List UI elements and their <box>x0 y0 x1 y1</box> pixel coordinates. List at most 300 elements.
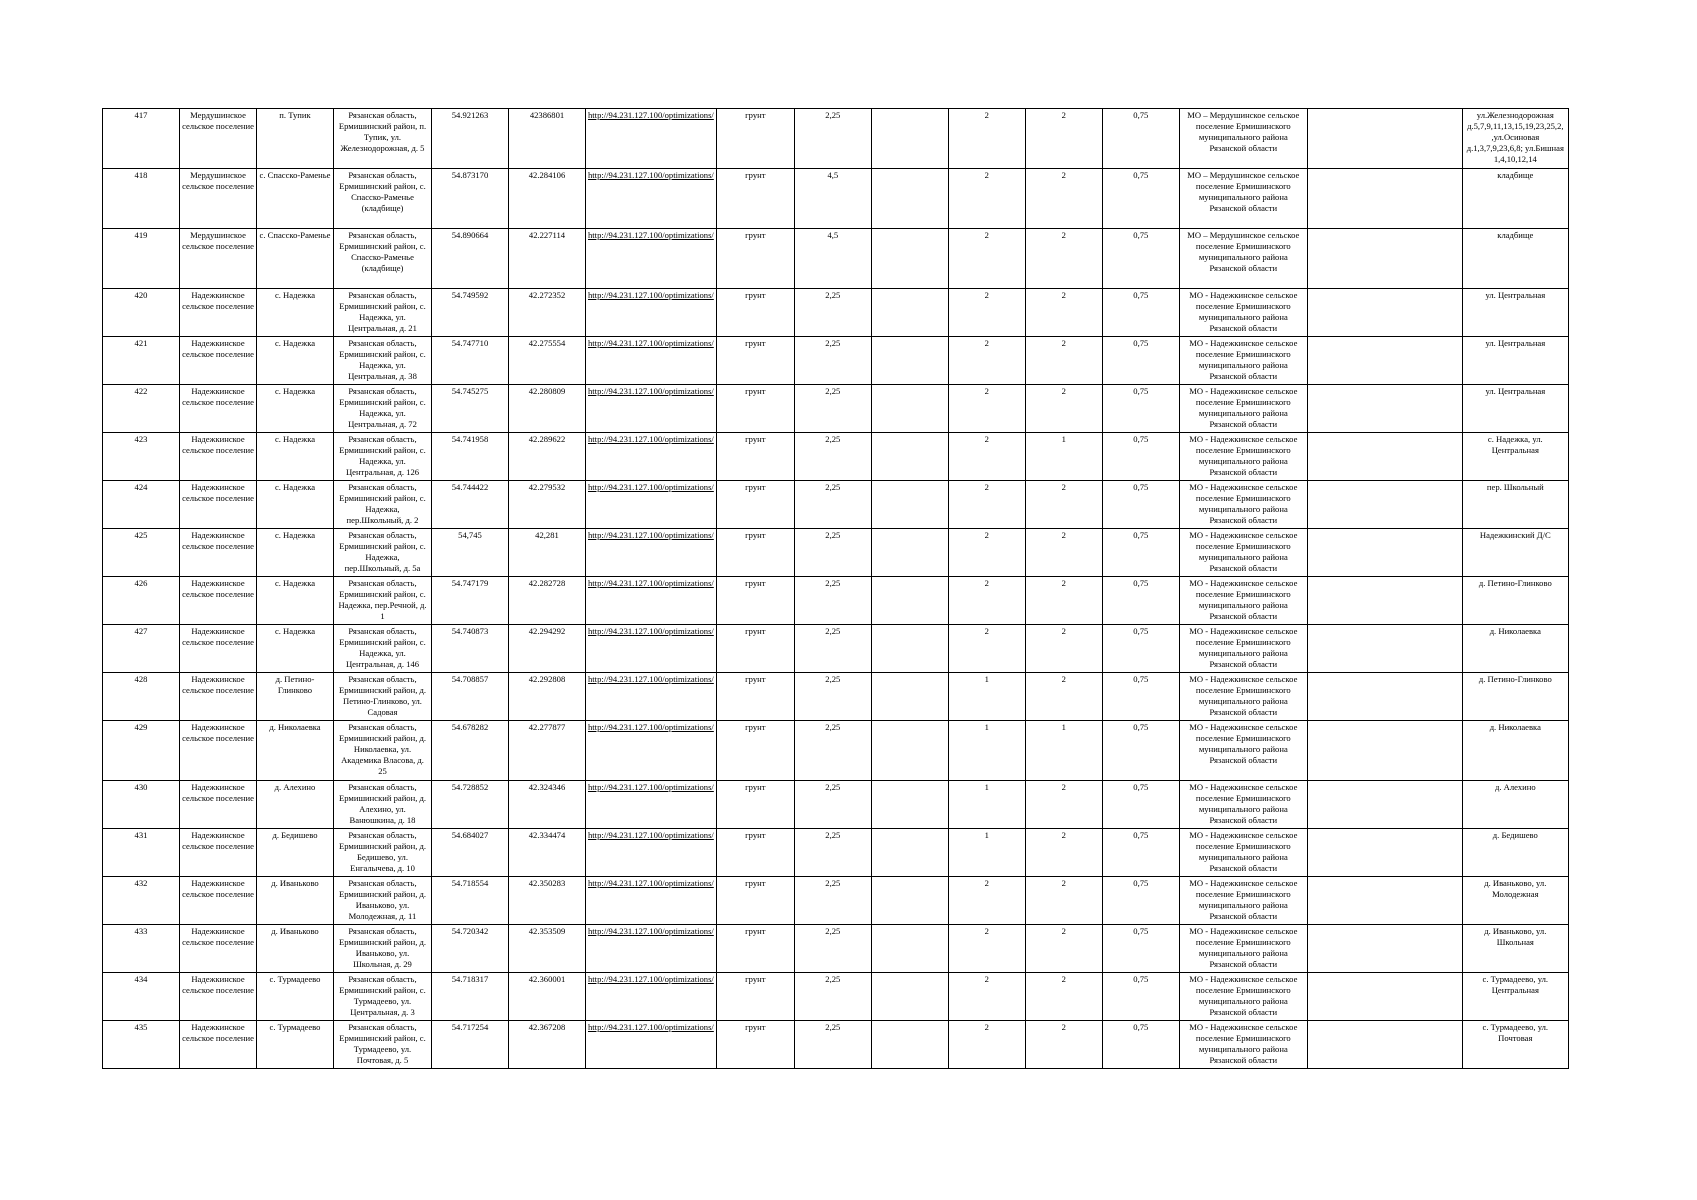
empty-cell <box>1307 481 1462 529</box>
owner-cell: МО - Надежкинское сельское поселение Ермишинского муниципального района Рязанской области <box>1179 289 1307 337</box>
settlement-cell: Надежкинское сельское поселение <box>180 973 257 1021</box>
count-cell-a: 2 <box>948 109 1025 169</box>
served-objects-cell: д. Петино-Глинково <box>1462 673 1568 721</box>
served-objects-cell: д. Алехино <box>1462 781 1568 829</box>
settlement-cell: Надежкинское сельское поселение <box>180 337 257 385</box>
settlement-cell: Надежкинское сельское поселение <box>180 1021 257 1069</box>
address-cell: Рязанская область, Ермишинский район, д. Иваньково, ул. Молодежная, д. 11 <box>334 877 432 925</box>
count-cell-a: 2 <box>948 577 1025 625</box>
owner-cell: МО - Надежкинское сельское поселение Ермишинского муниципального района Рязанской области <box>1179 385 1307 433</box>
area-cell: 2,25 <box>794 721 871 781</box>
empty-cell <box>1307 433 1462 481</box>
area-cell: 2,25 <box>794 481 871 529</box>
count-cell-b: 2 <box>1025 625 1102 673</box>
map-link[interactable]: http://94.231.127.100/optimizations/ <box>586 829 717 877</box>
count-cell-a: 2 <box>948 1021 1025 1069</box>
settlement-cell: Надежкинское сельское поселение <box>180 877 257 925</box>
owner-cell: МО - Надежкинское сельское поселение Ермишинского муниципального района Рязанской области <box>1179 673 1307 721</box>
volume-cell: 0,75 <box>1102 433 1179 481</box>
count-cell-b: 2 <box>1025 781 1102 829</box>
longitude-cell: 42.280809 <box>509 385 586 433</box>
served-objects-cell: ул. Центральная <box>1462 289 1568 337</box>
empty-cell <box>1307 829 1462 877</box>
address-cell: Рязанская область, Ермишинский район, с. Турмадеево, ул. Центральная, д. 3 <box>334 973 432 1021</box>
locality-cell: д. Петино-Глинково <box>257 673 334 721</box>
volume-cell: 0,75 <box>1102 721 1179 781</box>
count-cell-a: 1 <box>948 781 1025 829</box>
count-cell-a: 2 <box>948 877 1025 925</box>
owner-cell: МО - Надежкинское сельское поселение Ермишинского муниципального района Рязанской области <box>1179 925 1307 973</box>
count-cell-b: 2 <box>1025 673 1102 721</box>
longitude-cell: 42.289622 <box>509 433 586 481</box>
table-row <box>103 925 1569 973</box>
row-number: 435 <box>103 1021 180 1069</box>
owner-cell: МО – Мердушинское сельское поселение Ермишинского муниципального района Рязанской области <box>1179 109 1307 169</box>
latitude-cell: 54.921263 <box>432 109 509 169</box>
served-objects-cell: д. Иваньково, ул. Школьная <box>1462 925 1568 973</box>
locality-cell: п. Тупик <box>257 109 334 169</box>
area-cell: 4,5 <box>794 229 871 289</box>
area-cell: 2,25 <box>794 781 871 829</box>
volume-cell: 0,75 <box>1102 289 1179 337</box>
served-objects-cell: д. Николаевка <box>1462 625 1568 673</box>
latitude-cell: 54.717254 <box>432 1021 509 1069</box>
empty-cell <box>871 529 948 577</box>
latitude-cell: 54.728852 <box>432 781 509 829</box>
locality-cell: с. Надежка <box>257 625 334 673</box>
surface-cell: грунт <box>716 973 794 1021</box>
count-cell-b: 2 <box>1025 973 1102 1021</box>
owner-cell: МО - Надежкинское сельское поселение Ермишинского муниципального района Рязанской области <box>1179 481 1307 529</box>
longitude-cell: 42.360001 <box>509 973 586 1021</box>
count-cell-b: 2 <box>1025 337 1102 385</box>
count-cell-b: 1 <box>1025 433 1102 481</box>
surface-cell: грунт <box>716 109 794 169</box>
served-objects-cell: ул. Центральная <box>1462 337 1568 385</box>
empty-cell <box>1307 529 1462 577</box>
empty-cell <box>871 973 948 1021</box>
surface-cell: грунт <box>716 385 794 433</box>
map-link[interactable]: http://94.231.127.100/optimizations/ <box>586 973 717 1021</box>
address-cell: Рязанская область, Ермишинский район, с. Надежка, пер.Речной, д. 1 <box>334 577 432 625</box>
address-cell: Рязанская область, Ермишинский район, д. Николаевка, ул. Академика Власова, д. 25 <box>334 721 432 781</box>
address-cell: Рязанская область, Ермишинский район, д. Иваньково, ул. Школьная, д. 29 <box>334 925 432 973</box>
volume-cell: 0,75 <box>1102 577 1179 625</box>
address-cell: Рязанская область, Ермишинский район, п. Тупик, ул. Железнодорожная, д. 5 <box>334 109 432 169</box>
longitude-cell: 42.279532 <box>509 481 586 529</box>
empty-cell <box>871 925 948 973</box>
address-cell: Рязанская область, Ермишинский район, с. Спасско-Раменье (кладбище) <box>334 169 432 229</box>
row-number: 420 <box>103 289 180 337</box>
count-cell-b: 2 <box>1025 925 1102 973</box>
empty-cell <box>1307 877 1462 925</box>
area-cell: 2,25 <box>794 529 871 577</box>
table-row <box>103 577 1569 625</box>
empty-cell <box>1307 289 1462 337</box>
latitude-cell: 54.740873 <box>432 625 509 673</box>
address-cell: Рязанская область, Ермишинский район, с. Надежка, ул. Центральная, д. 21 <box>334 289 432 337</box>
count-cell-b: 2 <box>1025 385 1102 433</box>
settlement-cell: Мердушинское сельское поселение <box>180 109 257 169</box>
surface-cell: грунт <box>716 577 794 625</box>
served-objects-cell: ул.Железнодорожная д.5,7,9,11,13,15,19,23,25,2, ,ул.Осиновая д.1,3,7,9,23,6,8; ул.Бишная 1,4,10,12,14 <box>1462 109 1568 169</box>
map-link[interactable]: http://94.231.127.100/optimizations/ <box>586 721 717 781</box>
empty-cell <box>871 721 948 781</box>
owner-cell: МО - Надежкинское сельское поселение Ермишинского муниципального района Рязанской области <box>1179 433 1307 481</box>
latitude-cell: 54.744422 <box>432 481 509 529</box>
empty-cell <box>871 829 948 877</box>
latitude-cell: 54,745 <box>432 529 509 577</box>
empty-cell <box>1307 169 1462 229</box>
surface-cell: грунт <box>716 625 794 673</box>
empty-cell <box>871 433 948 481</box>
surface-cell: грунт <box>716 721 794 781</box>
map-link[interactable]: http://94.231.127.100/optimizations/ <box>586 1021 717 1069</box>
owner-cell: МО - Надежкинское сельское поселение Ермишинского муниципального района Рязанской области <box>1179 1021 1307 1069</box>
locality-cell: с. Надежка <box>257 481 334 529</box>
count-cell-b: 2 <box>1025 1021 1102 1069</box>
count-cell-a: 1 <box>948 673 1025 721</box>
volume-cell: 0,75 <box>1102 1021 1179 1069</box>
surface-cell: грунт <box>716 481 794 529</box>
address-cell: Рязанская область, Ермишинский район, с. Надежка, пер.Школьный, д. 5а <box>334 529 432 577</box>
map-link[interactable]: http://94.231.127.100/optimizations/ <box>586 673 717 721</box>
table-row <box>103 625 1569 673</box>
table-row <box>103 337 1569 385</box>
surface-cell: грунт <box>716 1021 794 1069</box>
latitude-cell: 54.684027 <box>432 829 509 877</box>
empty-cell <box>871 877 948 925</box>
surface-cell: грунт <box>716 781 794 829</box>
owner-cell: МО - Надежкинское сельское поселение Ермишинского муниципального района Рязанской области <box>1179 625 1307 673</box>
longitude-cell: 42.324346 <box>509 781 586 829</box>
settlement-cell: Мердушинское сельское поселение <box>180 169 257 229</box>
address-cell: Рязанская область, Ермишинский район, д. Алехино, ул. Ванюшкина, д. 18 <box>334 781 432 829</box>
row-number: 427 <box>103 625 180 673</box>
count-cell-b: 2 <box>1025 169 1102 229</box>
surface-cell: грунт <box>716 877 794 925</box>
settlement-cell: Надежкинское сельское поселение <box>180 673 257 721</box>
settlement-cell: Надежкинское сельское поселение <box>180 289 257 337</box>
served-objects-cell: д. Бедишево <box>1462 829 1568 877</box>
table-row <box>103 385 1569 433</box>
surface-cell: грунт <box>716 673 794 721</box>
map-link[interactable]: http://94.231.127.100/optimizations/ <box>586 385 717 433</box>
table-row <box>103 229 1569 289</box>
locality-cell: с. Надежка <box>257 577 334 625</box>
surface-cell: грунт <box>716 289 794 337</box>
area-cell: 2,25 <box>794 973 871 1021</box>
settlement-cell: Надежкинское сельское поселение <box>180 925 257 973</box>
count-cell-b: 1 <box>1025 721 1102 781</box>
area-cell: 2,25 <box>794 577 871 625</box>
served-objects-cell: д. Иваньково, ул. Молодежная <box>1462 877 1568 925</box>
settlement-cell: Надежкинское сельское поселение <box>180 433 257 481</box>
latitude-cell: 54.678282 <box>432 721 509 781</box>
row-number: 423 <box>103 433 180 481</box>
empty-cell <box>1307 385 1462 433</box>
area-cell: 2,25 <box>794 337 871 385</box>
locality-cell: д. Алехино <box>257 781 334 829</box>
locality-cell: д. Николаевка <box>257 721 334 781</box>
empty-cell <box>1307 721 1462 781</box>
owner-cell: МО - Надежкинское сельское поселение Ермишинского муниципального района Рязанской области <box>1179 337 1307 385</box>
owner-cell: МО - Надежкинское сельское поселение Ермишинского муниципального района Рязанской области <box>1179 877 1307 925</box>
row-number: 417 <box>103 109 180 169</box>
volume-cell: 0,75 <box>1102 337 1179 385</box>
row-number: 424 <box>103 481 180 529</box>
address-cell: Рязанская область, Ермишинский район, д. Бедишево, ул. Енгалычева, д. 10 <box>334 829 432 877</box>
empty-cell <box>871 289 948 337</box>
served-objects-cell: пер. Школьный <box>1462 481 1568 529</box>
map-link[interactable]: http://94.231.127.100/optimizations/ <box>586 529 717 577</box>
map-link[interactable]: http://94.231.127.100/optimizations/ <box>586 877 717 925</box>
count-cell-a: 1 <box>948 829 1025 877</box>
served-objects-cell: кладбище <box>1462 229 1568 289</box>
map-link[interactable]: http://94.231.127.100/optimizations/ <box>586 433 717 481</box>
count-cell-a: 2 <box>948 289 1025 337</box>
longitude-cell: 42.353509 <box>509 925 586 973</box>
locality-cell: д. Бедишево <box>257 829 334 877</box>
surface-cell: грунт <box>716 229 794 289</box>
latitude-cell: 54.720342 <box>432 925 509 973</box>
volume-cell: 0,75 <box>1102 829 1179 877</box>
registry-table <box>102 108 1569 1069</box>
row-number: 433 <box>103 925 180 973</box>
address-cell: Рязанская область, Ермишинский район, с. Надежка, ул. Центральная, д. 146 <box>334 625 432 673</box>
count-cell-a: 2 <box>948 529 1025 577</box>
served-objects-cell: ул. Центральная <box>1462 385 1568 433</box>
served-objects-cell: с. Турмадеево, ул. Центральная <box>1462 973 1568 1021</box>
locality-cell: с. Турмадеево <box>257 973 334 1021</box>
row-number: 429 <box>103 721 180 781</box>
longitude-cell: 42.282728 <box>509 577 586 625</box>
surface-cell: грунт <box>716 529 794 577</box>
area-cell: 2,25 <box>794 289 871 337</box>
settlement-cell: Надежкинское сельское поселение <box>180 529 257 577</box>
area-cell: 2,25 <box>794 925 871 973</box>
empty-cell <box>1307 1021 1462 1069</box>
empty-cell <box>1307 925 1462 973</box>
table-row <box>103 673 1569 721</box>
address-cell: Рязанская область, Ермишинский район, с. Надежка, ул. Центральная, д. 38 <box>334 337 432 385</box>
table-row <box>103 973 1569 1021</box>
owner-cell: МО - Надежкинское сельское поселение Ермишинского муниципального района Рязанской области <box>1179 973 1307 1021</box>
served-objects-cell: д. Петино-Глинково <box>1462 577 1568 625</box>
owner-cell: МО – Мердушинское сельское поселение Ермишинского муниципального района Рязанской области <box>1179 169 1307 229</box>
locality-cell: с. Надежка <box>257 289 334 337</box>
table-row <box>103 433 1569 481</box>
address-cell: Рязанская область, Ермишинский район, с. Спасско-Раменье (кладбище) <box>334 229 432 289</box>
locality-cell: с. Надежка <box>257 337 334 385</box>
longitude-cell: 42.275554 <box>509 337 586 385</box>
map-link[interactable]: http://94.231.127.100/optimizations/ <box>586 577 717 625</box>
latitude-cell: 54.890664 <box>432 229 509 289</box>
empty-cell <box>871 625 948 673</box>
empty-cell <box>1307 973 1462 1021</box>
owner-cell: МО - Надежкинское сельское поселение Ермишинского муниципального района Рязанской области <box>1179 721 1307 781</box>
address-cell: Рязанская область, Ермишинский район, с. Надежка, пер.Школьный, д. 2 <box>334 481 432 529</box>
longitude-cell: 42.272352 <box>509 289 586 337</box>
settlement-cell: Надежкинское сельское поселение <box>180 781 257 829</box>
count-cell-a: 2 <box>948 481 1025 529</box>
count-cell-b: 2 <box>1025 529 1102 577</box>
empty-cell <box>1307 781 1462 829</box>
table-row <box>103 877 1569 925</box>
empty-cell <box>871 1021 948 1069</box>
longitude-cell: 42386801 <box>509 109 586 169</box>
count-cell-b: 2 <box>1025 109 1102 169</box>
map-link[interactable]: http://94.231.127.100/optimizations/ <box>586 169 717 229</box>
locality-cell: с. Спасско-Раменье <box>257 169 334 229</box>
map-link[interactable]: http://94.231.127.100/optimizations/ <box>586 481 717 529</box>
area-cell: 2,25 <box>794 829 871 877</box>
address-cell: Рязанская область, Ермишинский район, д. Петино-Глинково, ул. Садовая <box>334 673 432 721</box>
count-cell-a: 2 <box>948 433 1025 481</box>
count-cell-a: 2 <box>948 169 1025 229</box>
longitude-cell: 42.350283 <box>509 877 586 925</box>
surface-cell: грунт <box>716 829 794 877</box>
table-row <box>103 109 1569 169</box>
table-row <box>103 721 1569 781</box>
table-row <box>103 481 1569 529</box>
count-cell-b: 2 <box>1025 877 1102 925</box>
served-objects-cell: с. Турмадеево, ул. Почтовая <box>1462 1021 1568 1069</box>
volume-cell: 0,75 <box>1102 229 1179 289</box>
count-cell-a: 2 <box>948 973 1025 1021</box>
volume-cell: 0,75 <box>1102 109 1179 169</box>
count-cell-b: 2 <box>1025 577 1102 625</box>
surface-cell: грунт <box>716 169 794 229</box>
latitude-cell: 54.745275 <box>432 385 509 433</box>
empty-cell <box>871 481 948 529</box>
area-cell: 2,25 <box>794 1021 871 1069</box>
empty-cell <box>1307 673 1462 721</box>
count-cell-a: 2 <box>948 337 1025 385</box>
count-cell-a: 2 <box>948 229 1025 289</box>
map-link[interactable]: http://94.231.127.100/optimizations/ <box>586 109 717 169</box>
address-cell: Рязанская область, Ермишинский район, с. Надежка, ул. Центральная, д. 72 <box>334 385 432 433</box>
longitude-cell: 42,281 <box>509 529 586 577</box>
served-objects-cell: с. Надежка, ул. Центральная <box>1462 433 1568 481</box>
surface-cell: грунт <box>716 433 794 481</box>
settlement-cell: Надежкинское сельское поселение <box>180 577 257 625</box>
empty-cell <box>871 385 948 433</box>
map-link[interactable]: http://94.231.127.100/optimizations/ <box>586 337 717 385</box>
owner-cell: МО - Надежкинское сельское поселение Ермишинского муниципального района Рязанской области <box>1179 829 1307 877</box>
map-link[interactable]: http://94.231.127.100/optimizations/ <box>586 229 717 289</box>
volume-cell: 0,75 <box>1102 781 1179 829</box>
volume-cell: 0,75 <box>1102 625 1179 673</box>
row-number: 432 <box>103 877 180 925</box>
area-cell: 2,25 <box>794 877 871 925</box>
volume-cell: 0,75 <box>1102 973 1179 1021</box>
volume-cell: 0,75 <box>1102 925 1179 973</box>
volume-cell: 0,75 <box>1102 481 1179 529</box>
owner-cell: МО - Надежкинское сельское поселение Ермишинского муниципального района Рязанской области <box>1179 781 1307 829</box>
served-objects-cell: д. Николаевка <box>1462 721 1568 781</box>
settlement-cell: Надежкинское сельское поселение <box>180 829 257 877</box>
longitude-cell: 42.334474 <box>509 829 586 877</box>
row-number: 430 <box>103 781 180 829</box>
volume-cell: 0,75 <box>1102 529 1179 577</box>
latitude-cell: 54.747710 <box>432 337 509 385</box>
area-cell: 2,25 <box>794 433 871 481</box>
count-cell-a: 2 <box>948 385 1025 433</box>
row-number: 422 <box>103 385 180 433</box>
served-objects-cell: кладбище <box>1462 169 1568 229</box>
settlement-cell: Надежкинское сельское поселение <box>180 625 257 673</box>
owner-cell: МО – Мердушинское сельское поселение Ермишинского муниципального района Рязанской области <box>1179 229 1307 289</box>
locality-cell: с. Надежка <box>257 529 334 577</box>
count-cell-a: 1 <box>948 721 1025 781</box>
empty-cell <box>871 109 948 169</box>
area-cell: 2,25 <box>794 673 871 721</box>
empty-cell <box>871 229 948 289</box>
locality-cell: д. Иваньково <box>257 877 334 925</box>
settlement-cell: Мердушинское сельское поселение <box>180 229 257 289</box>
table-row <box>103 829 1569 877</box>
row-number: 426 <box>103 577 180 625</box>
area-cell: 2,25 <box>794 625 871 673</box>
area-cell: 4,5 <box>794 169 871 229</box>
count-cell-b: 2 <box>1025 229 1102 289</box>
empty-cell <box>871 781 948 829</box>
settlement-cell: Надежкинское сельское поселение <box>180 385 257 433</box>
surface-cell: грунт <box>716 337 794 385</box>
empty-cell <box>871 169 948 229</box>
empty-cell <box>1307 337 1462 385</box>
volume-cell: 0,75 <box>1102 877 1179 925</box>
longitude-cell: 42.227114 <box>509 229 586 289</box>
table-row <box>103 169 1569 229</box>
served-objects-cell: Надежкинский Д/С <box>1462 529 1568 577</box>
row-number: 428 <box>103 673 180 721</box>
address-cell: Рязанская область, Ермишинский район, с. Турмадеево, ул. Почтовая, д. 5 <box>334 1021 432 1069</box>
address-cell: Рязанская область, Ермишинский район, с. Надежка, ул. Центральная, д. 126 <box>334 433 432 481</box>
surface-cell: грунт <box>716 925 794 973</box>
latitude-cell: 54.718554 <box>432 877 509 925</box>
map-link[interactable]: http://94.231.127.100/optimizations/ <box>586 781 717 829</box>
latitude-cell: 54.718317 <box>432 973 509 1021</box>
row-number: 425 <box>103 529 180 577</box>
empty-cell <box>1307 109 1462 169</box>
empty-cell <box>871 577 948 625</box>
map-link[interactable]: http://94.231.127.100/optimizations/ <box>586 625 717 673</box>
row-number: 421 <box>103 337 180 385</box>
settlement-cell: Надежкинское сельское поселение <box>180 721 257 781</box>
empty-cell <box>1307 625 1462 673</box>
locality-cell: с. Надежка <box>257 433 334 481</box>
longitude-cell: 42.277877 <box>509 721 586 781</box>
latitude-cell: 54.873170 <box>432 169 509 229</box>
volume-cell: 0,75 <box>1102 169 1179 229</box>
volume-cell: 0,75 <box>1102 673 1179 721</box>
locality-cell: д. Иваньково <box>257 925 334 973</box>
longitude-cell: 42.367208 <box>509 1021 586 1069</box>
latitude-cell: 54.749592 <box>432 289 509 337</box>
row-number: 419 <box>103 229 180 289</box>
table-row <box>103 529 1569 577</box>
table-row <box>103 1021 1569 1069</box>
empty-cell <box>1307 229 1462 289</box>
map-link[interactable]: http://94.231.127.100/optimizations/ <box>586 925 717 973</box>
map-link[interactable]: http://94.231.127.100/optimizations/ <box>586 289 717 337</box>
area-cell: 2,25 <box>794 109 871 169</box>
latitude-cell: 54.747179 <box>432 577 509 625</box>
table-row <box>103 289 1569 337</box>
locality-cell: с. Турмадеево <box>257 1021 334 1069</box>
